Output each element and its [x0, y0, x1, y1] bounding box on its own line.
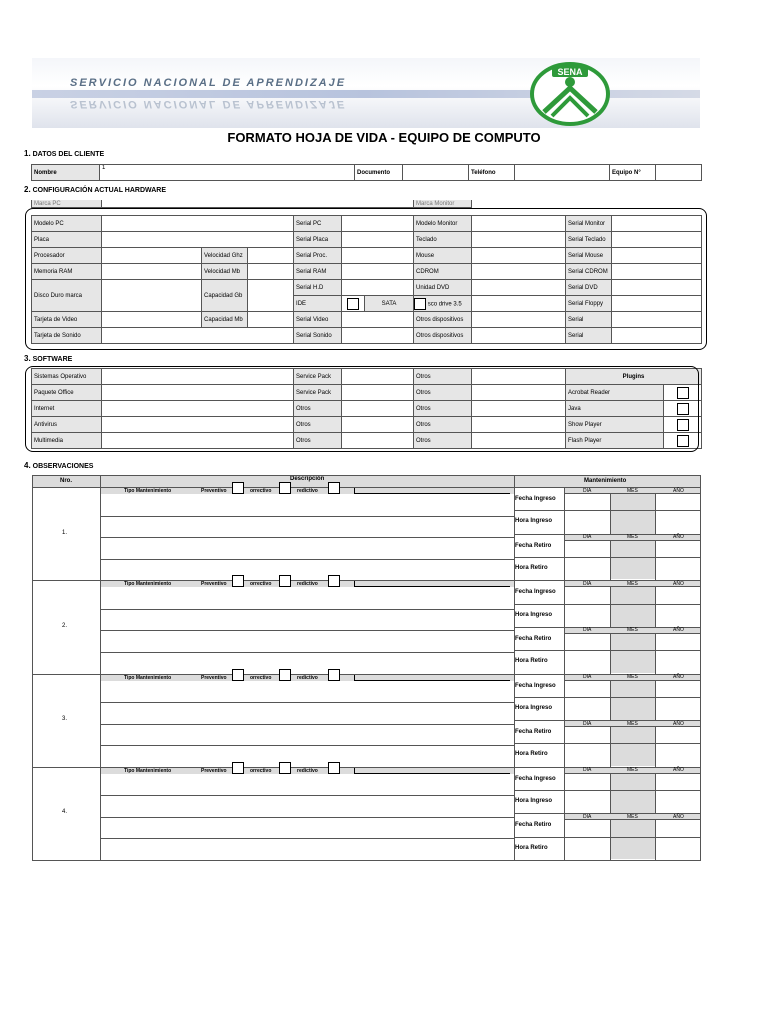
serial-pc-label: Serial PC — [294, 216, 342, 232]
nombre-label: Nombre — [32, 165, 100, 181]
so-field[interactable] — [102, 369, 294, 385]
modelo-pc-label: Modelo PC — [32, 216, 102, 232]
documento-field[interactable] — [403, 165, 469, 181]
serial-mouse-label: Serial Mouse — [566, 248, 612, 264]
cdrom-field[interactable] — [472, 264, 566, 280]
tarjeta-video-field[interactable] — [102, 312, 202, 328]
multimedia-field[interactable] — [102, 433, 294, 449]
mouse-field[interactable] — [472, 248, 566, 264]
capacidad-gb-field[interactable] — [248, 280, 294, 312]
correctivo-checkbox[interactable] — [279, 575, 291, 587]
hora-retiro-label: Hora Retiro — [515, 658, 548, 665]
serial-ram-label: Serial RAM — [294, 264, 342, 280]
procesador-label: Procesador — [32, 248, 102, 264]
hardware-partial-row — [31, 200, 702, 208]
correctivo-label: orrectivo — [250, 767, 272, 774]
mant-row-line — [514, 697, 700, 698]
otros-label: Otros — [414, 401, 472, 417]
marca-monitor-field[interactable] — [472, 200, 702, 208]
serial-label: Serial — [566, 312, 612, 328]
correctivo-checkbox[interactable] — [279, 762, 291, 774]
description-field[interactable] — [101, 774, 513, 859]
service-pack-label: Service Pack — [294, 369, 342, 385]
banner-title-reflection: SERVICIO NACIONAL DE APRENDIZAJE — [70, 98, 347, 110]
logo-text: SENA — [557, 67, 583, 77]
capacidad-gb-label: Capacidad Gb — [202, 280, 248, 312]
so-label: Sistemas Operativo — [32, 369, 102, 385]
predictivo-label: redictivo — [297, 674, 318, 681]
section-number: 2. — [24, 185, 31, 194]
hora-retiro-label: Hora Retiro — [515, 564, 548, 571]
correctivo-checkbox[interactable] — [279, 669, 291, 681]
antivirus-label: Antivirus — [32, 417, 102, 433]
otros-dispositivos-label: Otros dispositivos — [414, 328, 472, 344]
mant-row-line — [514, 790, 700, 791]
flash-checkbox-cell — [664, 433, 702, 449]
section-1-heading — [24, 149, 104, 158]
serial-video-field[interactable] — [342, 312, 414, 328]
preventivo-label: Preventivo — [201, 674, 227, 681]
date-header-line — [564, 726, 700, 727]
tipo-mantenimiento-label: Tipo Mantenimiento — [124, 674, 172, 681]
row-number: 2. — [62, 622, 68, 629]
description-field[interactable] — [101, 587, 513, 672]
serial-hd-field[interactable] — [342, 280, 414, 296]
ano-label: AÑO — [673, 813, 684, 820]
serial-proc-field[interactable] — [342, 248, 414, 264]
fecha-ingreso-label: Fecha Ingreso — [515, 682, 556, 689]
sena-logo — [530, 62, 610, 126]
serial-field[interactable] — [612, 328, 702, 344]
dia-label: DIA — [583, 767, 592, 774]
documento-label: Documento — [355, 165, 403, 181]
ano-label: AÑO — [673, 534, 684, 541]
section-label: CONFIGURACIÓN ACTUAL HARDWARE — [32, 187, 167, 194]
otros-label: Otros — [414, 417, 472, 433]
section-label: DATOS DEL CLIENTE — [32, 151, 105, 158]
serial-placa-field[interactable] — [342, 232, 414, 248]
unidad-dvd-label: Unidad DVD — [414, 280, 472, 296]
preventivo-checkbox[interactable] — [232, 762, 244, 774]
teclado-field[interactable] — [472, 232, 566, 248]
row-number: 3. — [62, 716, 68, 723]
preventivo-checkbox[interactable] — [232, 669, 244, 681]
capacidad-mb-field[interactable] — [248, 312, 294, 328]
banner-title: SERVICIO NACIONAL DE APRENDIZAJE — [70, 77, 347, 89]
capacidad-mb-label: Capacidad Mb — [202, 312, 248, 328]
otros-field[interactable] — [342, 417, 414, 433]
otros-dispositivos-field[interactable] — [472, 328, 566, 344]
fecha-retiro-label: Fecha Retiro — [515, 822, 552, 829]
velocidad-ghz-field[interactable] — [248, 248, 294, 264]
java-checkbox[interactable] — [677, 403, 689, 415]
mes-label: MES — [627, 767, 638, 774]
multimedia-label: Multimedia — [32, 433, 102, 449]
section-label: SOFTWARE — [32, 356, 73, 363]
acrobat-label: Acrobat Reader — [566, 385, 664, 401]
internet-field[interactable] — [102, 401, 294, 417]
descripcion-header: Descripción — [290, 476, 325, 482]
marca-pc-field[interactable] — [102, 200, 414, 208]
mes-label: MES — [627, 720, 638, 727]
disco-35-label: sco drive 3.5 — [427, 301, 462, 308]
ide-label: IDE — [294, 296, 342, 312]
paquete-office-label: Paquete Office — [32, 385, 102, 401]
hardware-table — [31, 215, 702, 344]
otros-dispositivos-field[interactable] — [472, 312, 566, 328]
fecha-ingreso-label: Fecha Ingreso — [515, 775, 556, 782]
predictivo-checkbox[interactable] — [328, 669, 340, 681]
ano-label: AÑO — [673, 627, 684, 634]
hora-ingreso-label: Hora Ingreso — [515, 611, 553, 618]
predictivo-label: redictivo — [297, 488, 318, 494]
fecha-retiro-label: Fecha Retiro — [515, 542, 552, 549]
dia-label: DIA — [583, 534, 592, 541]
shockwave-checkbox[interactable] — [677, 419, 689, 431]
serial-sonido-label: Serial Sonido — [294, 328, 342, 344]
serial-teclado-field[interactable] — [612, 232, 702, 248]
hora-ingreso-label: Hora Ingreso — [515, 798, 553, 805]
predictivo-checkbox[interactable] — [328, 482, 340, 494]
equipo-label: Equipo N° — [610, 165, 656, 181]
java-label: Java — [566, 401, 664, 417]
date-header-line — [564, 586, 700, 587]
mant-row-line — [514, 604, 700, 605]
serial-dvd-field[interactable] — [612, 280, 702, 296]
internet-label: Internet — [32, 401, 102, 417]
cdrom-label: CDROM — [414, 264, 472, 280]
serial-field[interactable] — [612, 312, 702, 328]
otros-field[interactable] — [472, 385, 566, 401]
otros-field[interactable] — [342, 401, 414, 417]
preventivo-checkbox[interactable] — [232, 482, 244, 494]
section-3-heading — [24, 354, 72, 363]
dia-label: DIA — [583, 720, 592, 727]
serial-hd-label: Serial H.D — [294, 280, 342, 296]
section-number: 1. — [24, 149, 31, 158]
block-divider — [32, 860, 700, 861]
date-header-line — [564, 493, 700, 494]
mes-label: MES — [627, 627, 638, 634]
hora-ingreso-label: Hora Ingreso — [515, 518, 553, 525]
velocidad-mb-field[interactable] — [248, 264, 294, 280]
otros-label: Otros — [414, 369, 472, 385]
predictivo-label: redictivo — [297, 581, 318, 588]
acrobat-checkbox[interactable] — [677, 387, 689, 399]
placa-label: Placa — [32, 232, 102, 248]
nro-header: Nro. — [60, 478, 72, 484]
obs-right-border — [700, 475, 701, 861]
dia-label: DIA — [583, 580, 592, 587]
dia-label: DIA — [583, 487, 592, 494]
serial-floppy-label: Serial Floppy — [566, 296, 612, 312]
serial-label: Serial — [566, 328, 612, 344]
fecha-ingreso-label: Fecha Ingreso — [515, 589, 556, 596]
serial-cdrom-label: Serial CDROM — [566, 264, 612, 280]
otros-label: Otros — [294, 401, 342, 417]
document-title: FORMATO HOJA DE VIDA - EQUIPO DE COMPUTO — [227, 130, 541, 145]
dia-label: DIA — [583, 627, 592, 634]
flash-checkbox[interactable] — [677, 435, 689, 447]
telefono-field[interactable] — [515, 165, 610, 181]
date-header-line — [564, 633, 700, 634]
service-pack-field[interactable] — [342, 369, 414, 385]
date-header-line — [564, 819, 700, 820]
correctivo-label: orrectivo — [250, 488, 272, 494]
plugins-header: Plugins — [566, 369, 702, 385]
serial-proc-label: Serial Proc. — [294, 248, 342, 264]
paquete-office-field[interactable] — [102, 385, 294, 401]
flash-label: Flash Player — [566, 433, 664, 449]
memoria-ram-field[interactable] — [102, 264, 202, 280]
section-4-heading — [24, 461, 93, 470]
mes-label: MES — [627, 580, 638, 587]
dia-label: DIA — [583, 813, 592, 820]
predictivo-label: redictivo — [297, 767, 318, 774]
serial-ram-field[interactable] — [342, 264, 414, 280]
serial-monitor-label: Serial Monitor — [566, 216, 612, 232]
hora-retiro-label: Hora Retiro — [515, 844, 548, 851]
obs-left-border — [32, 475, 33, 861]
ano-label: AÑO — [673, 580, 684, 587]
preventivo-checkbox[interactable] — [232, 575, 244, 587]
ano-label: AÑO — [673, 487, 684, 494]
mes-label: MES — [627, 813, 638, 820]
serial-pc-field[interactable] — [342, 216, 414, 232]
preventivo-label: Preventivo — [201, 488, 227, 494]
mant-row-line — [514, 557, 700, 558]
ano-label: AÑO — [673, 767, 684, 774]
otros-dispositivos-label: Otros dispositivos — [414, 312, 472, 328]
tarjeta-sonido-field[interactable] — [102, 328, 294, 344]
velocidad-mb-label: Velocidad Mb — [202, 264, 248, 280]
mantenimiento-header: Mantenimiento — [584, 478, 627, 484]
mant-row-line — [514, 743, 700, 744]
date-header-line — [564, 540, 700, 541]
correctivo-label: orrectivo — [250, 674, 272, 681]
tipo-mantenimiento-label: Tipo Mantenimiento — [124, 767, 172, 774]
otros-field[interactable] — [342, 433, 414, 449]
acrobat-checkbox-cell — [664, 385, 702, 401]
marca-pc-label: Marca PC — [32, 200, 102, 208]
mant-row-line — [514, 510, 700, 511]
sena-banner — [32, 58, 700, 128]
serial-mouse-field[interactable] — [612, 248, 702, 264]
preventivo-label: Preventivo — [201, 767, 227, 774]
otros-field[interactable] — [472, 369, 566, 385]
unidad-dvd-field[interactable] — [472, 280, 566, 296]
row-number: 4. — [62, 809, 68, 816]
shockwave-label: Show Player — [566, 417, 664, 433]
ano-label: AÑO — [673, 674, 684, 680]
mant-row-line — [514, 837, 700, 838]
section-number: 4. — [24, 461, 31, 470]
correctivo-label: orrectivo — [250, 581, 272, 588]
section-2-heading — [24, 185, 166, 194]
predictivo-checkbox[interactable] — [328, 575, 340, 587]
preventivo-label: Preventivo — [201, 581, 227, 588]
serial-dvd-label: Serial DVD — [566, 280, 612, 296]
disco-35-field[interactable] — [472, 296, 566, 312]
hora-retiro-label: Hora Retiro — [515, 751, 548, 758]
obs-top-border — [32, 475, 700, 476]
serial-cdrom-field[interactable] — [612, 264, 702, 280]
date-header-line — [564, 773, 700, 774]
otros-label: Otros — [414, 385, 472, 401]
marca-monitor-label: Marca Monitor — [414, 200, 472, 208]
mes-label: MES — [627, 534, 638, 541]
fecha-ingreso-label: Fecha Ingreso — [515, 496, 556, 502]
mouse-label: Mouse — [414, 248, 472, 264]
correctivo-checkbox[interactable] — [279, 482, 291, 494]
disco-duro-label: Disco Duro marca — [32, 280, 102, 312]
tarjeta-video-label: Tarjeta de Video — [32, 312, 102, 328]
memoria-ram-label: Memoria RAM — [32, 264, 102, 280]
sata-checkbox[interactable] — [414, 298, 426, 310]
serial-placa-label: Serial Placa — [294, 232, 342, 248]
predictivo-checkbox[interactable] — [328, 762, 340, 774]
sata-label: SATA — [381, 300, 397, 307]
otros-field[interactable] — [472, 433, 566, 449]
sata-label-cell — [365, 296, 414, 312]
antivirus-field[interactable] — [102, 417, 294, 433]
mes-label: MES — [627, 674, 638, 680]
disco-duro-field[interactable] — [102, 280, 202, 312]
fecha-retiro-label: Fecha Retiro — [515, 635, 552, 642]
serial-teclado-label: Serial Teclado — [566, 232, 612, 248]
date-header-line — [564, 680, 700, 681]
service-pack-label: Service Pack — [294, 385, 342, 401]
software-table — [31, 368, 702, 449]
otros-field[interactable] — [472, 417, 566, 433]
velocidad-ghz-label: Velocidad Ghz — [202, 248, 248, 264]
row-number: 1. — [62, 529, 68, 536]
description-field[interactable] — [101, 681, 513, 766]
placa-field[interactable] — [102, 232, 294, 248]
tarjeta-sonido-label: Tarjeta de Sonido — [32, 328, 102, 344]
otros-label: Otros — [294, 417, 342, 433]
service-pack-field[interactable] — [342, 385, 414, 401]
modelo-pc-field[interactable] — [102, 216, 294, 232]
mant-row-line — [514, 650, 700, 651]
section-number: 3. — [24, 354, 31, 363]
teclado-label: Teclado — [414, 232, 472, 248]
serial-sonido-field[interactable] — [342, 328, 414, 344]
ano-label: AÑO — [673, 720, 684, 727]
section-label: OBSERVACIONES — [32, 463, 94, 470]
nombre-field[interactable]: 1 — [100, 165, 355, 181]
telefono-label: Teléfono — [469, 165, 515, 181]
equipo-field[interactable] — [656, 165, 702, 181]
serial-monitor-field[interactable] — [612, 216, 702, 232]
shockwave-checkbox-cell — [664, 417, 702, 433]
disco-35-label-cell — [414, 296, 472, 312]
modelo-monitor-field[interactable] — [472, 216, 566, 232]
serial-floppy-field[interactable] — [612, 296, 702, 312]
ide-checkbox-cell — [342, 296, 365, 312]
client-table — [31, 164, 702, 181]
description-field[interactable] — [101, 494, 513, 579]
tipo-mantenimiento-label: Tipo Mantenimiento — [124, 581, 172, 588]
hora-ingreso-label: Hora Ingreso — [515, 704, 553, 711]
fecha-retiro-label: Fecha Retiro — [515, 729, 552, 736]
otros-field[interactable] — [472, 401, 566, 417]
otros-label: Otros — [414, 433, 472, 449]
otros-label: Otros — [294, 433, 342, 449]
tipo-mantenimiento-label: Tipo Mantenimiento — [124, 488, 172, 494]
dia-label: DIA — [583, 674, 592, 680]
procesador-field[interactable] — [102, 248, 202, 264]
ide-checkbox[interactable] — [347, 298, 359, 310]
serial-video-label: Serial Video — [294, 312, 342, 328]
modelo-monitor-label: Modelo Monitor — [414, 216, 472, 232]
java-checkbox-cell — [664, 401, 702, 417]
mes-label: MES — [627, 487, 638, 494]
